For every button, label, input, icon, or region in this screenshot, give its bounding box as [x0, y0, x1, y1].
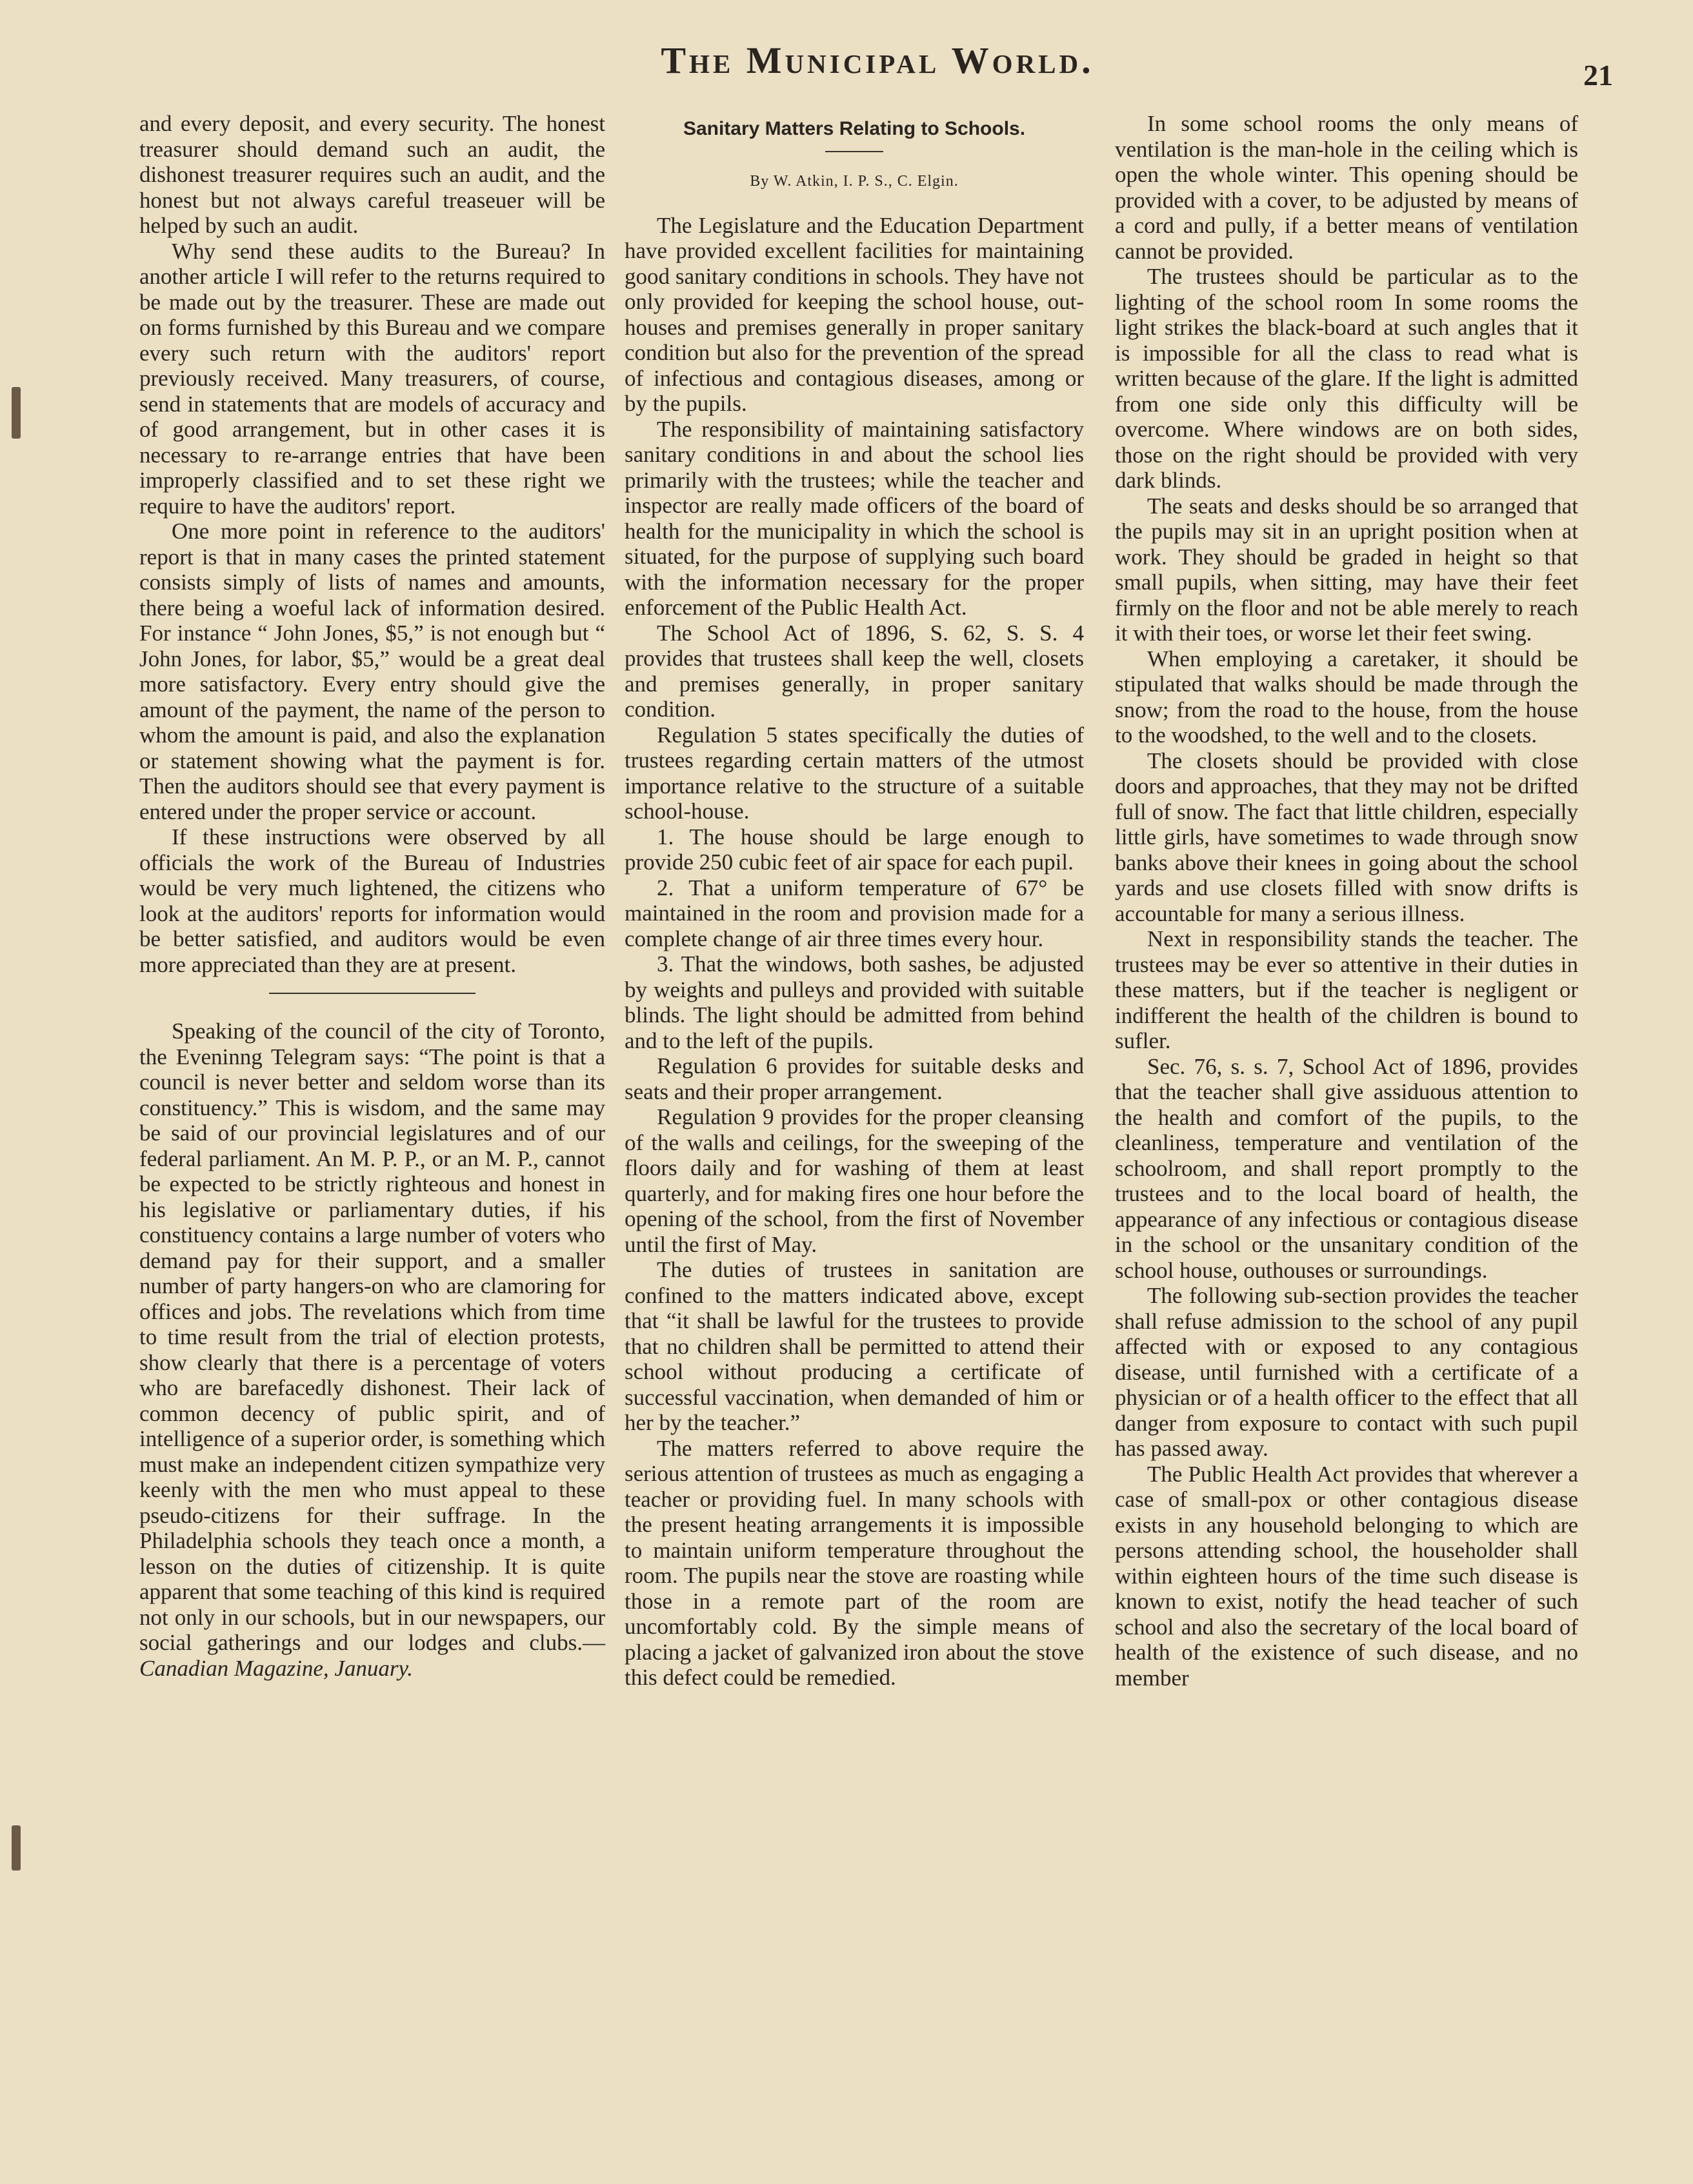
paragraph: Sec. 76, s. s. 7, School Act of 1896, provides that the teacher shall give assiduous attention to the health and comfort of the pupils, to the cleanliness, temperature and ventilation of the schoolroom, and shall report promptly to the trustees and to the local board of health, the appearance of any infectious or contagious disease in the school or the unsanitary condition of the school house, outhouses or surroundings. [1115, 1053, 1578, 1283]
column-right [1115, 111, 1578, 1691]
paragraph: The following sub-section provides the teacher shall refuse admission to the school of any pupil affected with or exposed to any contagious disease, until furnished with a certificate of a physician or of a health officer to the effect that all danger from exposure to contact with such pupil has passed away. [1115, 1283, 1578, 1461]
source-citation: Canadian Magazine, January. [139, 1655, 413, 1681]
paragraph: The responsibility of maintaining satisfactory sanitary conditions in and about the school lies primarily with the trustees; while the teacher and inspector are really made officers of the board of health for the municipality in which the school is situated, for the purpose of supplying such board with the information necessary for the proper enforcement of the Public Health Act. [625, 416, 1084, 620]
paragraph: Next in responsibility stands the teacher. The trustees may be ever so attentive in their duties in these matters, but if the teacher is negligent or indifferent the health of the children is bound to sufler. [1115, 926, 1578, 1053]
article-byline: By W. Atkin, I. P. S., C. Elgin. [750, 173, 959, 190]
paragraph: and every deposit, and every security. The honest treasurer should demand such an audit, the dishonest treasurer requires such an audit, and the honest but not always careful treaseuer will be helped by such an audit. [139, 111, 605, 238]
paragraph: 2. That a uniform temperature of 67° be maintained in the room and provision made for a complete change of air three times every hour. [625, 875, 1084, 951]
paragraph: Regulation 6 provides for suitable desks and seats and their proper arrangement. [625, 1053, 1084, 1104]
article-title: Sanitary Matters Relating to Schools. [683, 118, 1026, 139]
paragraph: In some school rooms the only means of ventilation is the man-hole in the ceiling which is open the whole winter. This opening should be provided with a cover, to be adjusted by means of a cord and pully, if a better means of ventilation cannot be provided. [1115, 111, 1578, 264]
column-left [139, 111, 605, 1681]
paragraph [139, 1018, 605, 1681]
paragraph: Why send these audits to the Bureau? In another article I will refer to the returns required to be made out by the treasurer. These are made out on forms furnished by this Bureau and we compare every such return with the auditors' report previously received. Many treasurers, of course, send in statements that are models of accuracy and of good arrangement, but in other cases it is necessary to re-arrange entries that have been improperly classified and to set these right we require to have the auditors' report. [139, 238, 605, 519]
column-middle [625, 111, 1084, 1691]
paragraph: The closets should be provided with close doors and approaches, that they may not be drifted full of snow. The fact that little children, especially little girls, have sometimes to wade through snow banks above their knees in going about the school yards and use closets filled with snow drifts is accountable for many a serious illness. [1115, 748, 1578, 926]
paragraph: The matters referred to above require the serious attention of trustees as much as engaging a teacher or providing fuel. In many schools with the present heating arrangements it is impossible to maintain uniform temperature throughout the room. The pupils near the stove are roasting while those in a remote part of the room are uncomfortably cold. By the simple means of placing a jacket of galvanized iron about the stove this defect could be remedied. [625, 1435, 1084, 1690]
paragraph: The trustees should be particular as to the lighting of the school room In some rooms the light strikes the black-board at such angles that it is impossible for all the class to read what is written because of the glare. If the light is admitted from one side only this difficulty will be overcome. Where windows are on both sides, those on the right should be provided with very dark blinds. [1115, 264, 1578, 493]
binding-mark [12, 1825, 21, 1871]
paragraph: The Legislature and the Education Department have provided excellent facilities for maintaining good sanitary conditions in schools. They have not only provided for keeping the school house, out-houses and premises generally in proper sanitary condition but also for the prevention of the spread of infectious and contagious diseases, among or by the pupils. [625, 212, 1084, 416]
page-title: The Municipal World. [661, 39, 1094, 81]
paragraph: 1. The house should be large enough to provide 250 cubic feet of air space for each pupil. [625, 824, 1084, 875]
paragraph: One more point in reference to the auditors' report is that in many cases the printed statement consists simply of lists of names and amounts, there being a woeful lack of information desired. For instance “ John Jones, $5,” is not enough but “ John Jones, for labor, $5,” would be a great deal more satisfactory. Every entry should give the amount of the payment, the name of the person to whom the amount is paid, and also the explanation or statement showing what the payment is for. Then the auditors should see that every payment is entered under the proper service or account. [139, 519, 605, 824]
paragraph: When employing a caretaker, it should be stipulated that walks should be made through the snow; from the road to the house, from the house to the woodshed, to the well and to the closets. [1115, 646, 1578, 748]
paragraph: Regulation 5 states specifically the duties of trustees regarding certain matters of the utmost importance relative to the structure of a suitable school-house. [625, 722, 1084, 824]
paragraph: If these instructions were observed by all officials the work of the Bureau of Industries would be very much lightened, the citizens who look at the auditors' reports for information would be better satisfied, and auditors would be even more appreciated than they are at present. [139, 824, 605, 977]
paragraph: The Public Health Act provides that wherever a case of small-pox or other contagious disease exists in any household belonging to which are persons attending school, the householder shall within eighteen hours of the time such disease is known to exist, notify the head teacher of such school and also the secretary of the local board of health of the existence of such disease, and no member [1115, 1461, 1578, 1691]
page-number: 21 [1583, 59, 1613, 92]
binding-mark [12, 387, 21, 439]
paragraph-text: Speaking of the council of the city of Toronto, the Eveninng Telegram says: “The point is that a council is never better and seldom worse than its constituency.” This is wisdom, and the same may be said of our provincial legislatures and of our federal parliament. An M. P. P., or an M. P., cannot be expected to be strictly righteous and honest in his legislative or parliamentary duties, if his constituency contains a large number of voters who demand pay for their support, and a smaller number of party hangers-on who are clamoring for offices and jobs. The revelations which from time to time result from the trial of election protests, show clearly that there is a percentage of voters who are barefacedly dishonest. Their lack of common decency of public spirit, and of intelligence of a superior order, is something which must make an independent citizen sympathize very keenly with the men who must appeal to these pseudo-citizens for their suffrage. In the Philadelphia schools they teach once a month, a lesson on the duties of citizenship. It is quite apparent that some teaching of this kind is required not only in our schools, but in our newspapers, our social gatherings and our lodges and clubs.— [139, 1018, 605, 1655]
paragraph: The duties of trustees in sanitation are confined to the matters indicated above, except that “it shall be lawful for the trustees to provide that no children shall be permitted to attend their school without producing a certificate of successful vaccination, when demanded of him or her by the teacher.” [625, 1257, 1084, 1435]
paragraph: Regulation 9 provides for the proper cleansing of the walls and ceilings, for the sweeping of the floors daily and for washing of them at least quarterly, and for making fires one hour before the opening of the school, from the first of November until the first of May. [625, 1104, 1084, 1257]
paragraph: The School Act of 1896, S. 62, S. S. 4 provides that trustees shall keep the well, closets and premises generally, in proper sanitary condition. [625, 620, 1084, 722]
paragraph: 3. That the windows, both sashes, be adjusted by weights and pulleys and provided with suitable blinds. The light should be admitted from behind and to the left of the pupils. [625, 951, 1084, 1053]
title-divider [825, 151, 883, 152]
paragraph: The seats and desks should be so arranged that the pupils may sit in an upright position when at work. They should be graded in height so that small pupils, when sitting, may have their feet firmly on the floor and not be able merely to reach it with their toes, or worse let their feet swing. [1115, 493, 1578, 646]
section-divider [269, 993, 476, 994]
